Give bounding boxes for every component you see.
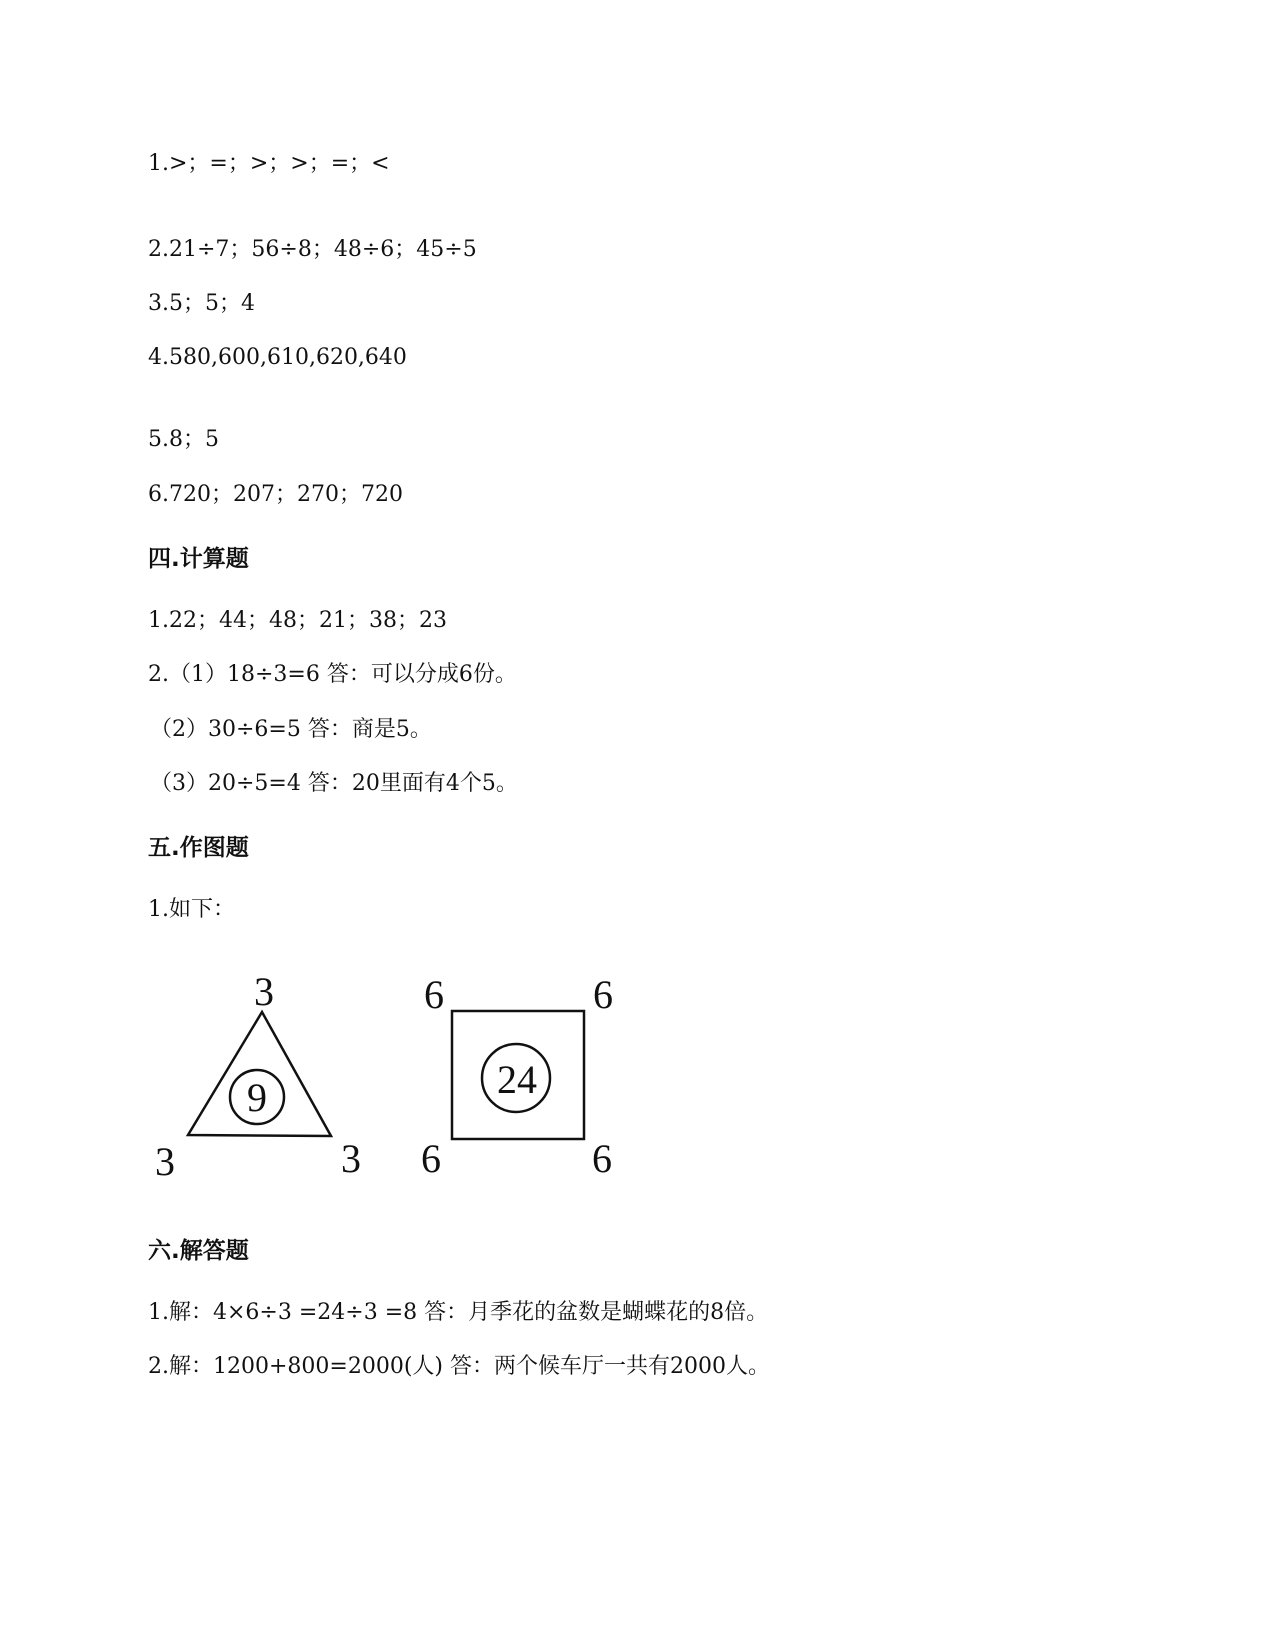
- shapes-figure: [140, 965, 640, 1190]
- square-bottom-left-corner: 6: [421, 1136, 441, 1181]
- answer-6-2: 2.解：1200+800=2000(人) 答：两个候车厅一共有2000人。: [148, 1354, 770, 1379]
- answer-4-1: 1.22；44；48；21；38；23: [148, 608, 447, 633]
- square-top-right-corner: 6: [593, 972, 613, 1017]
- square-top-left-corner: 6: [424, 972, 444, 1017]
- answer-3-1: 1.>；=；>；>；=；<: [148, 151, 390, 176]
- triangle-right-corner: 3: [341, 1136, 361, 1181]
- section-heading-calculation: 四.计算题: [148, 546, 249, 572]
- triangle-center-value: 9: [247, 1075, 267, 1120]
- answer-3-6: 6.720；207；270；720: [148, 482, 403, 507]
- triangle-left-corner: 3: [155, 1139, 175, 1184]
- answer-5-1: 1.如下：: [148, 897, 235, 922]
- answer-3-4: 4.580,600,610,620,640: [148, 345, 407, 370]
- square-center-value: 24: [497, 1057, 537, 1102]
- answer-3-5: 5.8；5: [148, 427, 219, 452]
- square-bottom-right-corner: 6: [592, 1136, 612, 1181]
- answer-4-2-1: 2.（1）18÷3=6 答：可以分成6份。: [148, 662, 517, 687]
- section-heading-word-problems: 六.解答题: [148, 1238, 249, 1264]
- answer-4-2-3: （3）20÷5=4 答：20里面有4个5。: [150, 771, 518, 796]
- answer-4-2-2: （2）30÷6=5 答：商是5。: [150, 717, 432, 742]
- answer-6-1: 1.解：4×6÷3 =24÷3 =8 答：月季花的盆数是蝴蝶花的8倍。: [148, 1300, 769, 1325]
- triangle-top-corner: 3: [254, 969, 274, 1014]
- section-heading-drawing: 五.作图题: [148, 835, 249, 861]
- answer-3-2: 2.21÷7；56÷8；48÷6；45÷5: [148, 237, 477, 262]
- answer-3-3: 3.5；5；4: [148, 291, 255, 316]
